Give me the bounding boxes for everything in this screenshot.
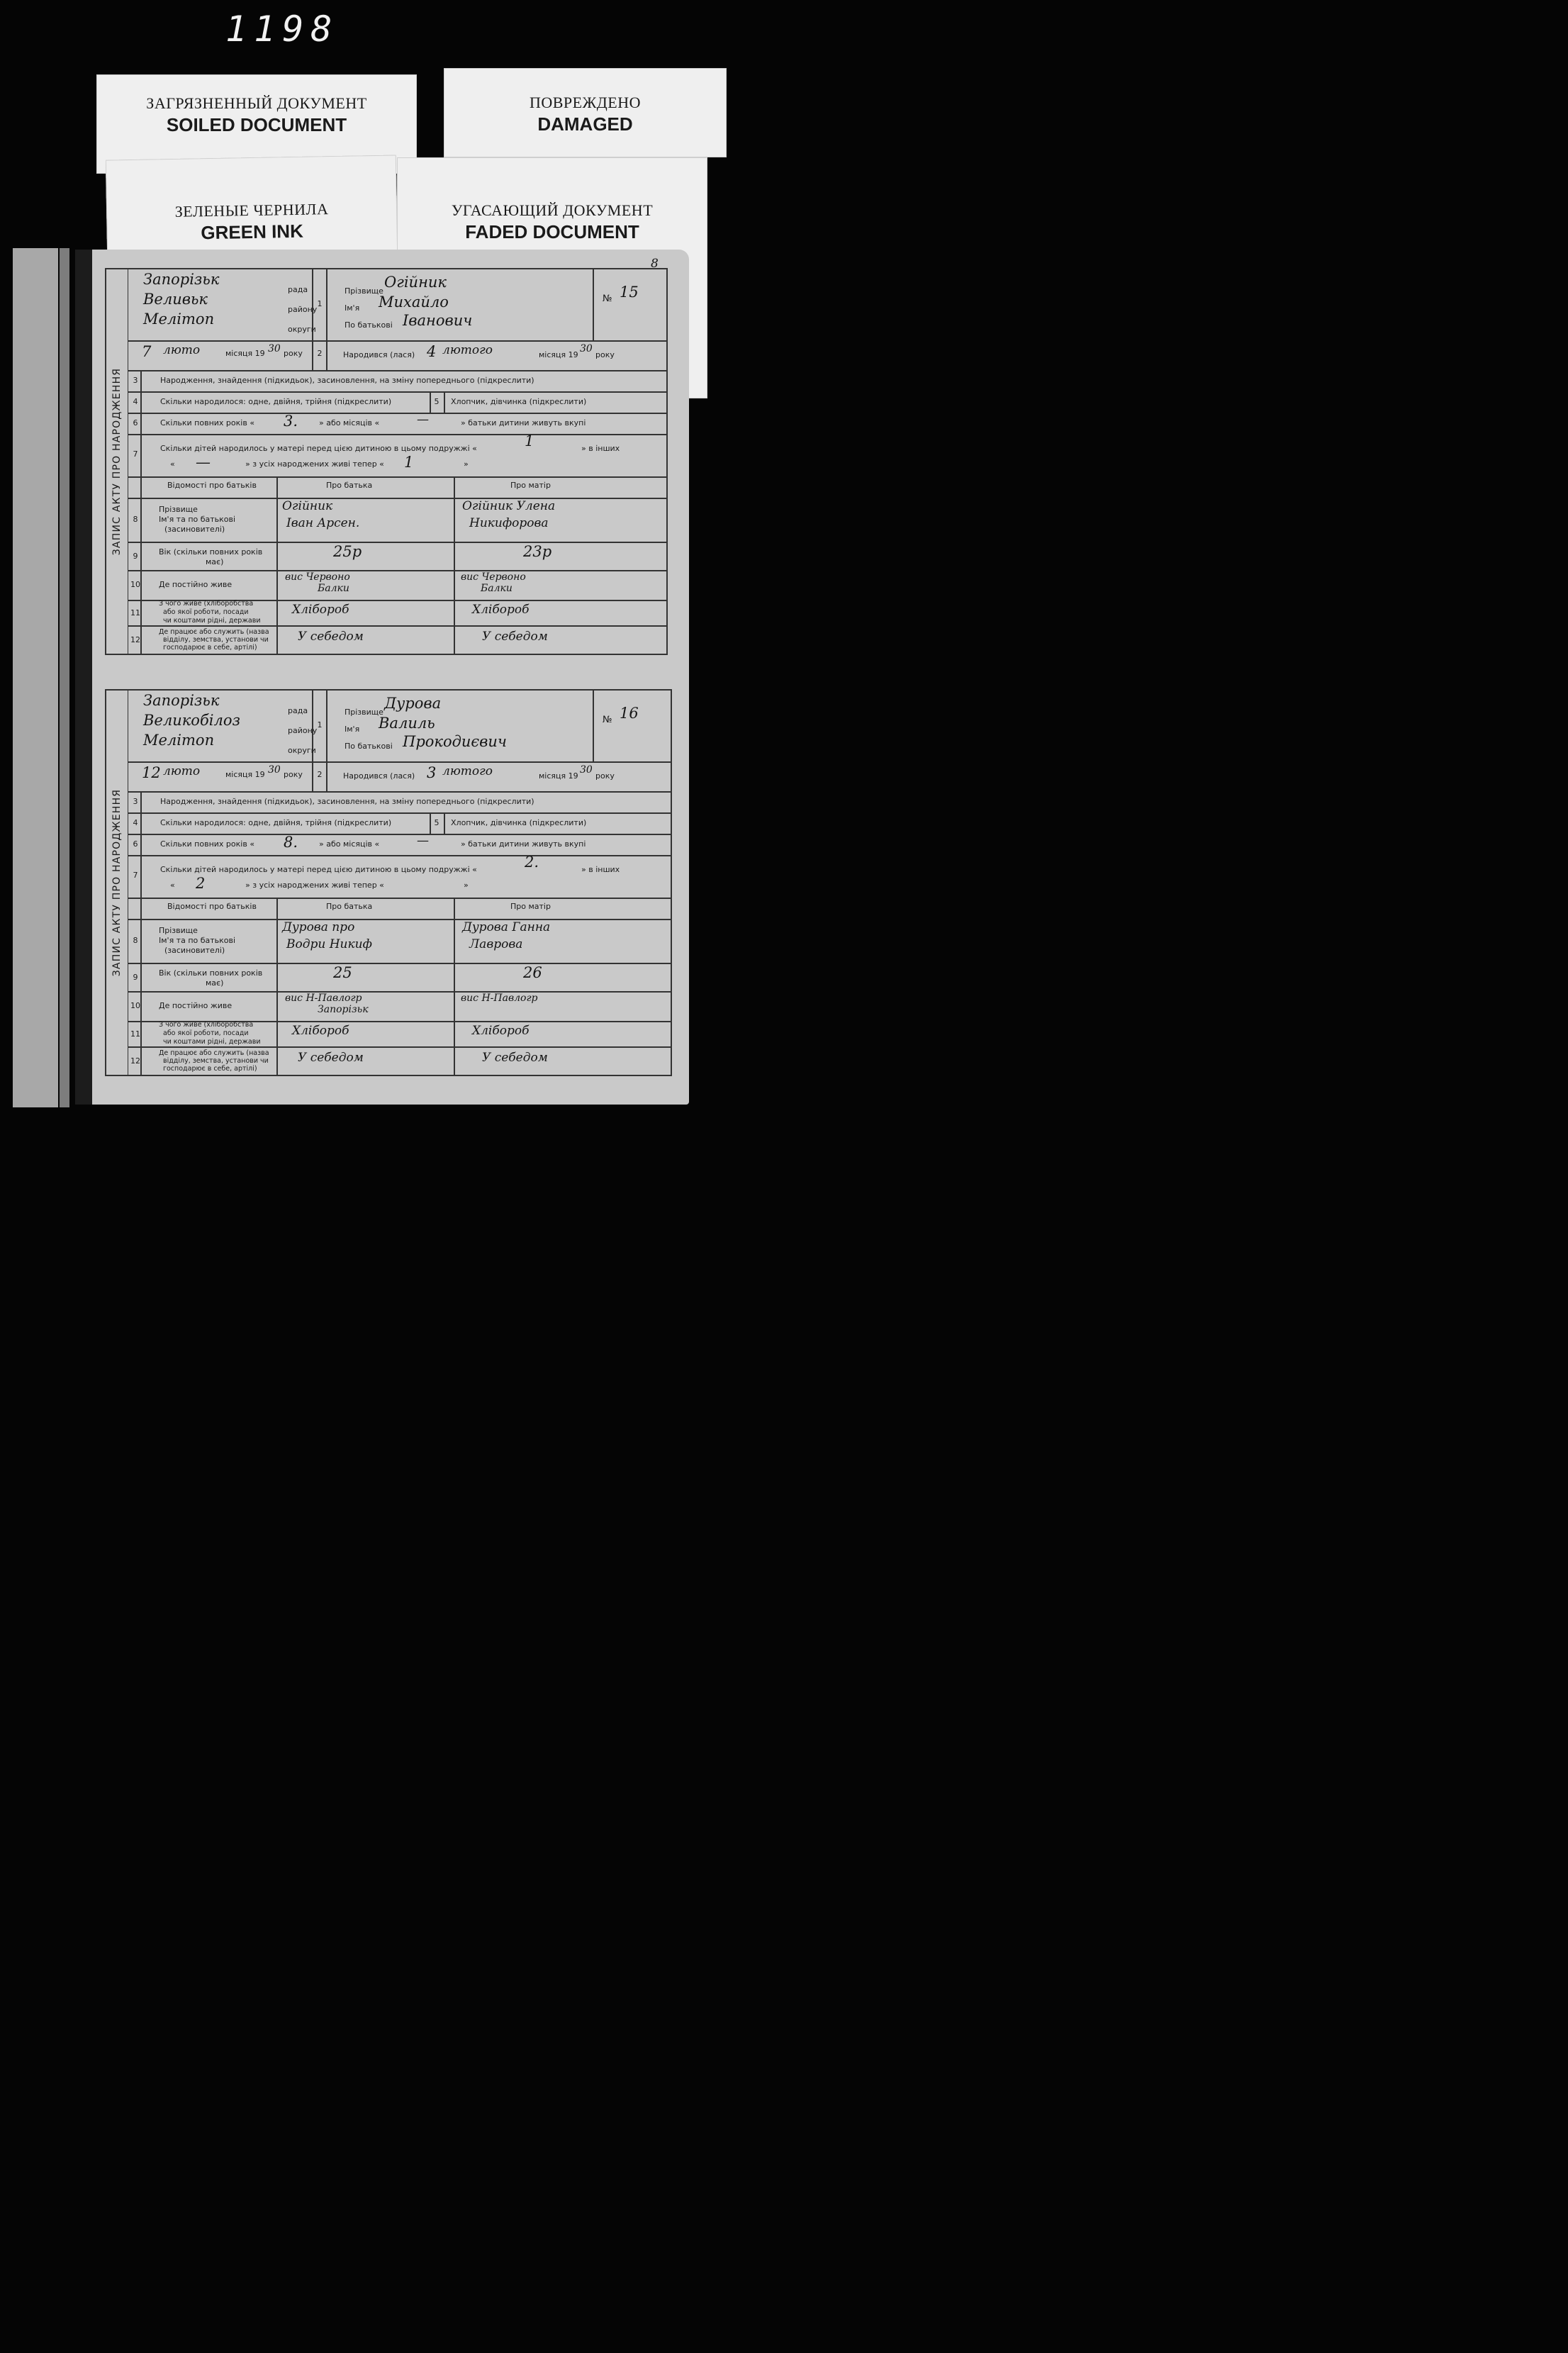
form-label: має) (206, 978, 224, 988)
form-label: Скільки народилося: одне, двійня, трійня (підкреслити) (160, 818, 392, 827)
form-label: Хлопчик, дівчинка (підкреслити) (451, 818, 587, 827)
handwritten-mother-name: Никифорова (469, 516, 549, 530)
row-number: 9 (133, 973, 138, 982)
form-label: Вік (скільки повних років (159, 968, 263, 978)
row-number: 5 (434, 818, 439, 827)
side-title-column (106, 269, 128, 654)
form-label: » батьки дитини живуть вкупі (461, 418, 586, 427)
form-label: округи (288, 325, 316, 334)
handwritten-born-month: лютого (442, 343, 493, 357)
form-label: року (595, 771, 615, 781)
handwritten-mother-age: 26 (523, 964, 542, 981)
handwritten-other: — (196, 454, 211, 471)
rule-line (128, 898, 671, 899)
rule-line (593, 269, 594, 340)
form-label: (засиновителі) (164, 946, 225, 955)
form-label: » в інших (581, 444, 620, 453)
handwritten-month: люто (163, 764, 201, 778)
rule-line (128, 991, 671, 993)
birth-record-form (105, 689, 672, 1076)
side-title: ЗАПИС АКТУ ПРО НАРОДЖЕННЯ (111, 788, 123, 977)
rule-line (128, 542, 666, 543)
handwritten-number: 16 (620, 705, 639, 722)
rule-line (128, 812, 671, 814)
rule-line (454, 476, 455, 654)
register-number-label: № (603, 715, 612, 725)
form-label: Де постійно живе (159, 1001, 233, 1010)
form-label: або якої роботи, посади (163, 1029, 249, 1037)
rule-line (128, 919, 671, 920)
handwritten-mother-res2: Балки (481, 583, 513, 594)
row-number: 10 (130, 580, 140, 589)
form-label: Скільки дітей народилось у матері перед цією дитиною в цьому подружжі « (160, 444, 477, 453)
form-label: » або місяців « (319, 839, 380, 849)
handwritten-father-live: Хлібороб (292, 603, 349, 617)
handwritten-mother-name: Лаврова (469, 937, 523, 951)
handwritten-father-name: Водри Никиф (286, 937, 372, 951)
handwritten-day: 12 (142, 764, 161, 781)
rule-line (128, 791, 671, 793)
form-label: З чого живе (хліборобства (159, 600, 254, 608)
rule-line (128, 834, 671, 835)
form-label: » (464, 881, 469, 890)
side-title-column (106, 691, 128, 1075)
handwritten-mother-age: 23р (523, 543, 552, 560)
stamp-en-text: DAMAGED (537, 113, 633, 135)
form-label: Про батька (326, 481, 373, 490)
row-number: 1 (317, 720, 323, 730)
handwritten-mother-live: Хлібороб (472, 603, 530, 617)
form-label: району (288, 305, 318, 314)
row-number: 2 (317, 770, 323, 779)
stamp-ru-text: УГАСАЮЩИЙ ДОКУМЕНТ (451, 201, 654, 219)
rule-line (276, 898, 278, 1075)
form-label: Про матір (510, 902, 551, 911)
handwritten-father-age: 25р (333, 543, 362, 560)
form-label: Народився (лася) (343, 350, 415, 359)
handwritten-born-day: 4 (427, 343, 437, 360)
row-number: 5 (434, 397, 439, 406)
form-label: По батькові (345, 742, 393, 751)
rule-line (128, 761, 671, 763)
form-label: місяця 19 (225, 349, 265, 358)
handwritten-father-age: 25 (333, 964, 352, 981)
form-label: » або місяців « (319, 418, 380, 427)
handwritten-other: 2 (196, 875, 206, 892)
handwritten-day: 7 (142, 343, 152, 360)
handwritten-alive: 1 (404, 454, 414, 471)
row-number: 4 (133, 397, 138, 406)
form-label: чи коштами рідні, держави (163, 617, 261, 625)
form-label: Ім'я та по батькові (159, 936, 236, 945)
form-label: Скільки народилося: одне, двійня, трійня (підкреслити) (160, 397, 392, 406)
handwritten-mother-res: вис Червоно (461, 571, 526, 583)
row-number: 9 (133, 552, 138, 561)
damaged-stamp (444, 68, 727, 157)
form-label: району (288, 726, 318, 735)
form-label: місяця 19 (539, 350, 578, 359)
handwritten-months-together: — (417, 413, 429, 427)
form-label: » в інших (581, 865, 620, 874)
form-label: року (284, 349, 303, 358)
form-label: відділу, земства, установи чи (163, 1057, 269, 1065)
form-label: Народження, знайдення (підкидьок), засиновлення, на зміну попереднього (підкреслити) (160, 376, 534, 385)
form-label: (засиновителі) (164, 525, 225, 534)
rule-line (444, 812, 445, 834)
row-number: 4 (133, 818, 138, 827)
stamp-ru-text: ПОВРЕЖДЕНО (529, 94, 642, 111)
handwritten-prev-children: 2. (525, 854, 539, 871)
archive-number: 1198 (225, 9, 340, 50)
handwritten-mother-surname: Огійник Улена (462, 499, 556, 513)
handwritten-father-res: вис Н-Павлогр (285, 993, 362, 1004)
form-label: чи коштами рідні, держави (163, 1038, 261, 1046)
form-label: Прізвище (345, 708, 383, 717)
form-label: рада (288, 285, 308, 294)
handwritten-month: люто (163, 343, 201, 357)
row-number: 7 (133, 449, 138, 459)
handwritten-born-month: лютого (442, 764, 493, 778)
form-label: « (170, 459, 175, 469)
handwritten-name: Валиль (379, 715, 435, 732)
form-label: Ім'я (345, 303, 360, 313)
handwritten-father-res: вис Червоно (285, 571, 350, 583)
form-label: Скільки повних років « (160, 839, 255, 849)
handwritten-father-surname: Дурова про (282, 920, 355, 934)
handwritten-father-name: Іван Арсен. (286, 516, 360, 530)
form-label: або якої роботи, посади (163, 608, 249, 616)
handwritten-years-together: 8. (284, 834, 298, 851)
form-label: місяця 19 (539, 771, 578, 781)
green-ink-stamp (106, 155, 398, 259)
handwritten-year: 30 (268, 343, 281, 354)
handwritten-mother-res: вис Н-Павлогр (461, 993, 538, 1004)
handwritten-born-day: 3 (427, 764, 437, 781)
row-number: 8 (133, 936, 138, 945)
rule-line (128, 370, 666, 371)
form-label: господарює в себе, артілі) (163, 644, 257, 652)
page-binding (75, 250, 92, 1105)
rule-line (444, 391, 445, 413)
form-label: місяця 19 (225, 770, 265, 779)
form-label: Ім'я (345, 725, 360, 734)
rule-line (326, 340, 327, 370)
form-label: Скільки дітей народилось у матері перед цією дитиною в цьому подружжі « (160, 865, 477, 874)
form-label: року (595, 350, 615, 359)
form-label: » (464, 459, 469, 469)
page-edge-strip (60, 248, 69, 1107)
handwritten-rada: Запорізьк (143, 271, 220, 288)
rule-line (128, 1046, 671, 1048)
handwritten-okruha: Мелітоп (143, 311, 215, 328)
birth-record-form (105, 268, 668, 655)
side-title: ЗАПИС АКТУ ПРО НАРОДЖЕННЯ (111, 367, 123, 556)
handwritten-mother-work: У себедом (482, 1051, 548, 1065)
row-number: 12 (130, 1056, 140, 1066)
rule-line (593, 691, 594, 761)
row-number: 11 (130, 608, 140, 617)
form-label: « (170, 881, 175, 890)
row-number: 2 (317, 349, 323, 358)
row-number: 7 (133, 871, 138, 880)
handwritten-surname: Дурова (384, 695, 442, 712)
handwritten-number: 15 (620, 284, 639, 301)
handwritten-raion: Веливьк (143, 291, 208, 308)
form-label: має) (206, 557, 224, 566)
rule-line (276, 476, 278, 654)
handwritten-patronymic: Іванович (403, 312, 473, 329)
handwritten-name: Михайло (379, 294, 449, 311)
handwritten-years-together: 3. (284, 413, 298, 430)
row-number: 8 (133, 515, 138, 524)
stamp-ru-text: ЗАГРЯЗНЕННЫЙ ДОКУМЕНТ (146, 94, 367, 112)
rule-line (128, 625, 666, 627)
stamp-en-text: FADED DOCUMENT (465, 221, 639, 242)
form-label: господарює в себе, артілі) (163, 1065, 257, 1073)
row-number: 6 (133, 839, 138, 849)
handwritten-patronymic: Прокодиєвич (403, 733, 507, 750)
handwritten-prev-children: 1 (525, 432, 534, 449)
form-label: Народження, знайдення (підкидьок), засиновлення, на зміну попереднього (підкреслити) (160, 797, 534, 806)
form-label: Про матір (510, 481, 551, 490)
handwritten-rada: Запорізьк (143, 692, 220, 709)
form-label: Народився (лася) (343, 771, 415, 781)
rule-line (128, 498, 666, 499)
form-label: Про батька (326, 902, 373, 911)
handwritten-father-res2: Балки (318, 583, 349, 594)
handwritten-months-together: — (417, 834, 429, 848)
handwritten-mother-surname: Дурова Ганна (462, 920, 551, 934)
form-label: Прізвище (159, 926, 198, 935)
handwritten-born-year: 30 (580, 343, 593, 354)
handwritten-father-live: Хлібороб (292, 1024, 349, 1038)
handwritten-father-work: У себедом (298, 630, 364, 644)
row-number: 12 (130, 635, 140, 644)
form-label: Де працює або служить (назва (159, 628, 269, 636)
handwritten-okruha: Мелітоп (143, 732, 215, 749)
form-label: Прізвище (345, 286, 383, 296)
form-label: З чого живе (хліборобства (159, 1021, 254, 1029)
form-label: округи (288, 746, 316, 755)
row-number: 1 (317, 299, 323, 308)
row-number: 10 (130, 1001, 140, 1010)
row-number: 3 (133, 797, 138, 806)
handwritten-year: 30 (268, 764, 281, 776)
form-label: Ім'я та по батькові (159, 515, 236, 524)
stamp-ru-text: ЗЕЛЕНЫЕ ЧЕРНИЛА (174, 200, 329, 220)
page-edge-left (13, 248, 58, 1107)
form-label: Де працює або служить (назва (159, 1049, 269, 1057)
rule-line (128, 391, 666, 393)
row-number: 3 (133, 376, 138, 385)
handwritten-born-year: 30 (580, 764, 593, 776)
form-label: року (284, 770, 303, 779)
handwritten-father-work: У себедом (298, 1051, 364, 1065)
form-label: » з усіх народжених живі тепер « (245, 881, 384, 890)
handwritten-mother-work: У себедом (482, 630, 548, 644)
stamp-en-text: SOILED DOCUMENT (166, 114, 347, 135)
handwritten-surname: Огійник (384, 274, 447, 291)
rule-line (128, 413, 666, 414)
rule-line (128, 434, 666, 435)
rule-line (326, 761, 327, 791)
rule-line (128, 476, 666, 478)
handwritten-father-surname: Огійник (282, 499, 333, 513)
handwritten-raion: Великобілоз (143, 712, 240, 729)
form-label: По батькові (345, 320, 393, 330)
form-label: » з усіх народжених живі тепер « (245, 459, 384, 469)
form-label: Прізвище (159, 505, 198, 514)
form-label: Скільки повних років « (160, 418, 255, 427)
handwritten-mother-live: Хлібороб (472, 1024, 530, 1038)
form-label: відділу, земства, установи чи (163, 636, 269, 644)
row-number: 11 (130, 1029, 140, 1039)
register-number-label: № (603, 294, 612, 304)
form-label: Де постійно живе (159, 580, 233, 589)
handwritten-father-res2: Запорізьк (318, 1004, 369, 1015)
rule-line (128, 855, 671, 856)
form-label: Відомості про батьків (167, 481, 257, 490)
rule-line (128, 963, 671, 964)
form-label: Хлопчик, дівчинка (підкреслити) (451, 397, 587, 406)
form-label: Вік (скільки повних років (159, 547, 263, 557)
form-label: Відомості про батьків (167, 902, 257, 911)
row-number: 6 (133, 418, 138, 427)
corner-page-mark: 8 (651, 257, 659, 271)
stamp-en-text: GREEN INK (201, 220, 304, 244)
form-label: рада (288, 706, 308, 715)
form-label: » батьки дитини живуть вкупі (461, 839, 586, 849)
rule-line (454, 898, 455, 1075)
rule-line (128, 340, 666, 342)
rule-line (128, 570, 666, 571)
